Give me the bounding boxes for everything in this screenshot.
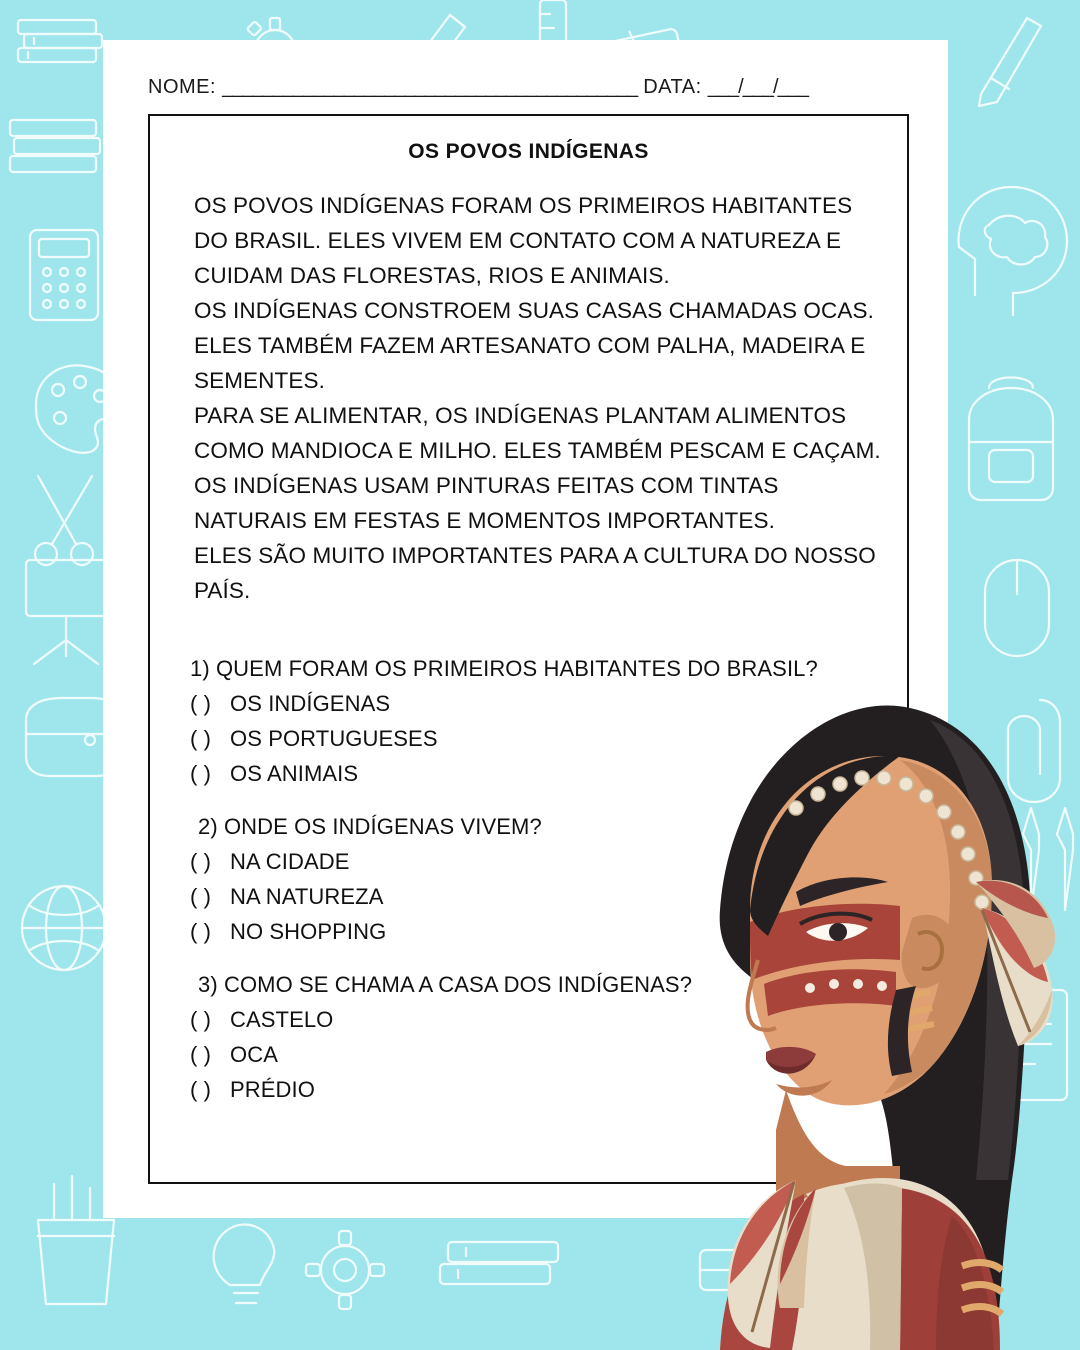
passage-paragraph-5: ELES SÃO MUITO IMPORTANTES PARA A CULTURA DO NOSSO PAÍS.	[194, 543, 876, 603]
question-2-text: 2) ONDE OS INDÍGENAS VIVEM?	[198, 814, 542, 839]
checkbox-parenthesis[interactable]: ( )	[190, 1042, 212, 1067]
page-title: OS POVOS INDÍGENAS	[408, 140, 649, 163]
student-name-date-row	[148, 76, 908, 99]
checkbox-parenthesis[interactable]: ( )	[190, 726, 212, 751]
checkbox-parenthesis[interactable]: ( )	[190, 849, 212, 874]
passage-paragraph-2: OS INDÍGENAS CONSTROEM SUAS CASAS CHAMADAS OCAS. ELES TAMBÉM FAZEM ARTESANATO COM PALHA, MADEIRA E SEMENTES.	[194, 298, 874, 393]
name-label: NOME:	[148, 76, 217, 98]
checkbox-parenthesis[interactable]: ( )	[190, 1007, 212, 1032]
checkbox-parenthesis[interactable]: ( )	[190, 919, 212, 944]
option-label: OS PORTUGUESES	[230, 726, 438, 751]
passage-paragraph-4: OS INDÍGENAS USAM PINTURAS FEITAS COM TINTAS NATURAIS EM FESTAS E MOMENTOS IMPORTANTES.	[194, 473, 779, 533]
name-write-line[interactable]: _________________________________________	[222, 76, 638, 98]
option-label: CASTELO	[230, 1007, 334, 1032]
option-label: NO SHOPPING	[230, 919, 387, 944]
indigenous-woman-illustration	[600, 660, 1070, 1350]
reading-passage	[194, 188, 886, 608]
question-3-text: 3) COMO SE CHAMA A CASA DOS INDÍGENAS?	[198, 972, 693, 997]
checkbox-parenthesis[interactable]: ( )	[190, 884, 212, 909]
date-label: DATA:	[643, 76, 702, 98]
option-label: OCA	[230, 1042, 278, 1067]
option-label: NA CIDADE	[230, 849, 350, 874]
option-label: NA NATUREZA	[230, 884, 384, 909]
passage-paragraph-3: PARA SE ALIMENTAR, OS INDÍGENAS PLANTAM ALIMENTOS COMO MANDIOCA E MILHO. ELES TAMBÉM PESCAM E CAÇAM.	[194, 403, 881, 463]
checkbox-parenthesis[interactable]: ( )	[190, 1077, 212, 1102]
question-1-text: 1) QUEM FORAM OS PRIMEIROS HABITANTES DO BRASIL?	[190, 656, 818, 681]
passage-paragraph-1: OS POVOS INDÍGENAS FORAM OS PRIMEIROS HABITANTES DO BRASIL. ELES VIVEM EM CONTATO COM A NATUREZA E CUIDAM DAS FLORESTAS, RIOS E ANIMAIS.	[194, 193, 853, 288]
option-label: OS ANIMAIS	[230, 761, 359, 786]
checkbox-parenthesis[interactable]: ( )	[190, 691, 212, 716]
option-label: OS INDÍGENAS	[230, 691, 391, 716]
option-label: PRÉDIO	[230, 1077, 315, 1102]
checkbox-parenthesis[interactable]: ( )	[190, 761, 212, 786]
date-write-line[interactable]: ___/___/___	[707, 76, 808, 98]
